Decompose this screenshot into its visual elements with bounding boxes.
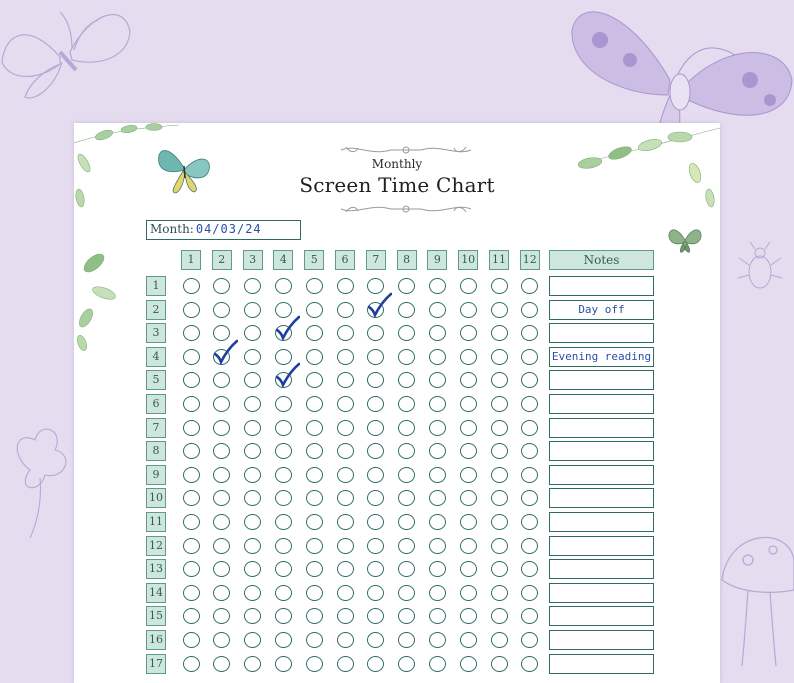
note-field-row-6[interactable] xyxy=(549,394,654,414)
column-header-10: 10 xyxy=(458,250,478,270)
day-circle[interactable] xyxy=(213,467,230,483)
day-circle[interactable] xyxy=(213,561,230,577)
day-circle[interactable] xyxy=(367,467,384,483)
day-circle[interactable] xyxy=(398,325,415,341)
row-header-13: 13 xyxy=(146,559,166,579)
note-field-row-13[interactable] xyxy=(549,559,654,579)
day-circle[interactable] xyxy=(521,325,538,341)
day-circle[interactable] xyxy=(306,278,323,294)
row-header-4: 4 xyxy=(146,347,166,367)
day-circle[interactable] xyxy=(429,278,446,294)
day-circle[interactable] xyxy=(183,656,200,672)
day-circle[interactable] xyxy=(306,514,323,530)
day-circle[interactable] xyxy=(244,278,261,294)
day-circle[interactable] xyxy=(275,420,292,436)
day-circle[interactable] xyxy=(460,656,477,672)
day-circle[interactable] xyxy=(398,443,415,459)
day-circle[interactable] xyxy=(244,467,261,483)
day-circle[interactable] xyxy=(183,443,200,459)
row-header-7: 7 xyxy=(146,418,166,438)
leaf-branch-left xyxy=(74,243,119,353)
day-circle[interactable] xyxy=(337,561,354,577)
day-circle[interactable] xyxy=(491,325,508,341)
day-circle[interactable] xyxy=(337,372,354,388)
day-circle[interactable] xyxy=(337,467,354,483)
day-circle[interactable] xyxy=(183,396,200,412)
day-circle[interactable] xyxy=(521,490,538,506)
day-circle[interactable] xyxy=(337,349,354,365)
day-circle[interactable] xyxy=(213,278,230,294)
day-circle[interactable] xyxy=(306,325,323,341)
day-circle[interactable] xyxy=(183,632,200,648)
day-circle[interactable] xyxy=(398,514,415,530)
day-circle[interactable] xyxy=(213,656,230,672)
column-header-9: 9 xyxy=(427,250,447,270)
day-circle[interactable] xyxy=(275,514,292,530)
day-circle[interactable] xyxy=(491,608,508,624)
day-circle[interactable] xyxy=(367,514,384,530)
day-circle[interactable] xyxy=(213,396,230,412)
day-circle[interactable] xyxy=(398,656,415,672)
day-circle[interactable] xyxy=(398,632,415,648)
day-circle[interactable] xyxy=(367,372,384,388)
day-circle[interactable] xyxy=(398,349,415,365)
day-circle[interactable] xyxy=(398,490,415,506)
day-circle[interactable] xyxy=(183,514,200,530)
row-header-14: 14 xyxy=(146,583,166,603)
day-circle[interactable] xyxy=(429,585,446,601)
day-circle[interactable] xyxy=(460,538,477,554)
day-circle[interactable] xyxy=(183,585,200,601)
day-circle[interactable] xyxy=(367,420,384,436)
day-circle[interactable] xyxy=(398,561,415,577)
beetle-sketch xyxy=(735,240,785,300)
day-circle[interactable] xyxy=(306,349,323,365)
day-circle[interactable] xyxy=(460,632,477,648)
day-circle[interactable] xyxy=(491,443,508,459)
day-circle[interactable] xyxy=(367,632,384,648)
day-circle[interactable] xyxy=(398,372,415,388)
day-circle[interactable] xyxy=(306,490,323,506)
day-circle[interactable] xyxy=(521,420,538,436)
day-circle[interactable] xyxy=(429,467,446,483)
checkmark-icon xyxy=(212,339,238,365)
month-label: Month: xyxy=(150,222,194,236)
day-circle[interactable] xyxy=(491,372,508,388)
note-field-row-9[interactable] xyxy=(549,465,654,485)
day-circle[interactable] xyxy=(460,490,477,506)
day-circle[interactable] xyxy=(429,561,446,577)
day-circle[interactable] xyxy=(275,538,292,554)
day-circle[interactable] xyxy=(275,608,292,624)
row-header-5: 5 xyxy=(146,370,166,390)
mushroom-sketch xyxy=(718,520,794,666)
month-field[interactable] xyxy=(146,220,301,240)
day-circle[interactable] xyxy=(306,632,323,648)
day-circle[interactable] xyxy=(183,302,200,318)
month-value: 04/03/24 xyxy=(195,222,262,236)
bottom-ornament xyxy=(336,202,476,216)
note-field-row-14[interactable] xyxy=(549,583,654,603)
checkmark-icon xyxy=(274,362,300,388)
day-circle[interactable] xyxy=(244,443,261,459)
day-circle[interactable] xyxy=(183,349,200,365)
column-header-3: 3 xyxy=(243,250,263,270)
column-header-11: 11 xyxy=(489,250,509,270)
day-circle[interactable] xyxy=(275,443,292,459)
day-circle[interactable] xyxy=(244,372,261,388)
day-circle[interactable] xyxy=(183,608,200,624)
day-circle[interactable] xyxy=(367,538,384,554)
column-header-8: 8 xyxy=(397,250,417,270)
day-circle[interactable] xyxy=(275,467,292,483)
day-circle[interactable] xyxy=(337,420,354,436)
day-circle[interactable] xyxy=(521,608,538,624)
day-circle[interactable] xyxy=(213,585,230,601)
day-circle[interactable] xyxy=(429,656,446,672)
day-circle[interactable] xyxy=(491,349,508,365)
day-circle[interactable] xyxy=(429,302,446,318)
day-circle[interactable] xyxy=(306,538,323,554)
day-circle[interactable] xyxy=(429,372,446,388)
note-field-row-7[interactable] xyxy=(549,418,654,438)
chart-sheet xyxy=(74,123,720,683)
day-circle[interactable] xyxy=(398,608,415,624)
day-circle[interactable] xyxy=(275,656,292,672)
day-circle[interactable] xyxy=(398,302,415,318)
day-circle[interactable] xyxy=(491,467,508,483)
day-circle[interactable] xyxy=(521,538,538,554)
day-circle[interactable] xyxy=(521,467,538,483)
row-header-9: 9 xyxy=(146,465,166,485)
day-circle[interactable] xyxy=(306,420,323,436)
day-circle[interactable] xyxy=(367,325,384,341)
day-circle[interactable] xyxy=(244,585,261,601)
note-field-row-5[interactable] xyxy=(549,370,654,390)
day-circle[interactable] xyxy=(244,632,261,648)
day-circle[interactable] xyxy=(306,396,323,412)
day-circle[interactable] xyxy=(521,443,538,459)
day-circle[interactable] xyxy=(460,349,477,365)
day-circle[interactable] xyxy=(244,325,261,341)
day-circle[interactable] xyxy=(491,632,508,648)
day-circle[interactable] xyxy=(337,514,354,530)
day-circle[interactable] xyxy=(183,372,200,388)
day-circle[interactable] xyxy=(213,302,230,318)
day-circle[interactable] xyxy=(521,632,538,648)
day-circle[interactable] xyxy=(367,349,384,365)
day-circle[interactable] xyxy=(337,490,354,506)
day-circle[interactable] xyxy=(460,420,477,436)
day-circle[interactable] xyxy=(460,325,477,341)
day-circle[interactable] xyxy=(183,561,200,577)
day-circle[interactable] xyxy=(398,396,415,412)
day-circle[interactable] xyxy=(213,372,230,388)
day-circle[interactable] xyxy=(213,608,230,624)
note-field-row-15[interactable] xyxy=(549,606,654,626)
column-header-5: 5 xyxy=(304,250,324,270)
column-header-12: 12 xyxy=(520,250,540,270)
moth-sketch-left xyxy=(0,2,140,112)
note-field-row-8[interactable] xyxy=(549,441,654,461)
day-circle[interactable] xyxy=(398,538,415,554)
day-circle[interactable] xyxy=(337,585,354,601)
day-circle[interactable] xyxy=(398,585,415,601)
day-circle[interactable] xyxy=(213,538,230,554)
day-circle[interactable] xyxy=(491,561,508,577)
day-circle[interactable] xyxy=(398,420,415,436)
day-circle[interactable] xyxy=(521,585,538,601)
day-circle[interactable] xyxy=(337,538,354,554)
column-header-7: 7 xyxy=(366,250,386,270)
day-circle[interactable] xyxy=(460,372,477,388)
row-header-16: 16 xyxy=(146,630,166,650)
column-header-4: 4 xyxy=(273,250,293,270)
day-circle[interactable] xyxy=(491,585,508,601)
day-circle[interactable] xyxy=(337,656,354,672)
column-header-2: 2 xyxy=(212,250,232,270)
day-circle[interactable] xyxy=(183,490,200,506)
day-circle[interactable] xyxy=(337,325,354,341)
day-circle[interactable] xyxy=(460,585,477,601)
note-field-row-3[interactable] xyxy=(549,323,654,343)
day-circle[interactable] xyxy=(460,467,477,483)
day-circle[interactable] xyxy=(337,278,354,294)
day-circle[interactable] xyxy=(367,585,384,601)
checkmark-icon xyxy=(274,315,300,341)
row-header-10: 10 xyxy=(146,488,166,508)
day-circle[interactable] xyxy=(213,490,230,506)
day-circle[interactable] xyxy=(275,632,292,648)
day-circle[interactable] xyxy=(429,420,446,436)
day-circle[interactable] xyxy=(521,656,538,672)
row-header-11: 11 xyxy=(146,512,166,532)
day-circle[interactable] xyxy=(521,561,538,577)
day-circle[interactable] xyxy=(367,656,384,672)
day-circle[interactable] xyxy=(244,396,261,412)
day-circle[interactable] xyxy=(183,420,200,436)
notes-header: Notes xyxy=(549,250,654,270)
day-circle[interactable] xyxy=(398,467,415,483)
note-field-row-12[interactable] xyxy=(549,536,654,556)
note-field-row-2[interactable]: Day off xyxy=(549,300,654,320)
day-circle[interactable] xyxy=(521,514,538,530)
column-header-6: 6 xyxy=(335,250,355,270)
row-header-12: 12 xyxy=(146,536,166,556)
row-header-3: 3 xyxy=(146,323,166,343)
day-circle[interactable] xyxy=(337,443,354,459)
chart-title: Screen Time Chart xyxy=(299,173,495,197)
day-circle[interactable] xyxy=(306,372,323,388)
day-circle[interactable] xyxy=(306,302,323,318)
day-circle[interactable] xyxy=(244,561,261,577)
day-circle[interactable] xyxy=(213,443,230,459)
day-circle[interactable] xyxy=(429,396,446,412)
day-circle[interactable] xyxy=(244,420,261,436)
day-circle[interactable] xyxy=(367,396,384,412)
row-header-8: 8 xyxy=(146,441,166,461)
day-circle[interactable] xyxy=(244,490,261,506)
day-circle[interactable] xyxy=(460,561,477,577)
row-header-1: 1 xyxy=(146,276,166,296)
day-circle[interactable] xyxy=(367,561,384,577)
day-circle[interactable] xyxy=(491,514,508,530)
day-circle[interactable] xyxy=(460,278,477,294)
day-circle[interactable] xyxy=(429,490,446,506)
note-field-row-10[interactable] xyxy=(549,488,654,508)
top-ornament xyxy=(336,143,476,157)
day-circle[interactable] xyxy=(429,349,446,365)
column-header-1: 1 xyxy=(181,250,201,270)
day-circle[interactable] xyxy=(398,278,415,294)
day-circle[interactable] xyxy=(306,656,323,672)
day-circle[interactable] xyxy=(244,349,261,365)
day-circle[interactable] xyxy=(183,538,200,554)
day-circle[interactable] xyxy=(337,608,354,624)
day-circle[interactable] xyxy=(429,538,446,554)
day-circle[interactable] xyxy=(460,396,477,412)
day-circle[interactable] xyxy=(275,396,292,412)
day-circle[interactable] xyxy=(521,278,538,294)
day-circle[interactable] xyxy=(367,490,384,506)
day-circle[interactable] xyxy=(244,608,261,624)
chart-subtitle: Monthly xyxy=(371,157,423,171)
day-circle[interactable] xyxy=(429,608,446,624)
day-circle[interactable] xyxy=(337,302,354,318)
note-field-row-1[interactable] xyxy=(549,276,654,296)
day-circle[interactable] xyxy=(183,278,200,294)
note-field-row-17[interactable] xyxy=(549,654,654,674)
note-field-row-11[interactable] xyxy=(549,512,654,532)
day-circle[interactable] xyxy=(491,302,508,318)
day-circle[interactable] xyxy=(491,420,508,436)
day-circle[interactable] xyxy=(521,349,538,365)
day-circle[interactable] xyxy=(337,396,354,412)
day-circle[interactable] xyxy=(429,325,446,341)
note-field-row-4[interactable]: Evening reading xyxy=(549,347,654,367)
day-circle[interactable] xyxy=(460,514,477,530)
row-header-6: 6 xyxy=(146,394,166,414)
day-circle[interactable] xyxy=(183,325,200,341)
day-circle[interactable] xyxy=(491,538,508,554)
day-circle[interactable] xyxy=(491,656,508,672)
butterfly-icon-small xyxy=(666,223,704,257)
day-circle[interactable] xyxy=(337,632,354,648)
day-circle[interactable] xyxy=(429,632,446,648)
day-circle[interactable] xyxy=(429,514,446,530)
flower-sketch xyxy=(0,400,75,540)
note-field-row-16[interactable] xyxy=(549,630,654,650)
day-circle[interactable] xyxy=(306,561,323,577)
day-circle[interactable] xyxy=(521,396,538,412)
day-circle[interactable] xyxy=(244,538,261,554)
day-circle[interactable] xyxy=(460,302,477,318)
day-circle[interactable] xyxy=(183,467,200,483)
day-circle[interactable] xyxy=(275,490,292,506)
day-circle[interactable] xyxy=(275,561,292,577)
day-circle[interactable] xyxy=(213,632,230,648)
day-circle[interactable] xyxy=(306,443,323,459)
day-circle[interactable] xyxy=(244,302,261,318)
checkmark-icon xyxy=(366,292,392,318)
day-circle[interactable] xyxy=(306,585,323,601)
day-circle[interactable] xyxy=(491,396,508,412)
row-header-2: 2 xyxy=(146,300,166,320)
day-circle[interactable] xyxy=(275,278,292,294)
day-circle[interactable] xyxy=(367,608,384,624)
day-circle[interactable] xyxy=(429,443,446,459)
day-circle[interactable] xyxy=(213,514,230,530)
day-circle[interactable] xyxy=(460,443,477,459)
row-header-15: 15 xyxy=(146,606,166,626)
day-circle[interactable] xyxy=(306,467,323,483)
day-circle[interactable] xyxy=(213,420,230,436)
day-circle[interactable] xyxy=(491,490,508,506)
day-circle[interactable] xyxy=(367,443,384,459)
day-circle[interactable] xyxy=(244,656,261,672)
day-circle[interactable] xyxy=(460,608,477,624)
day-circle[interactable] xyxy=(275,585,292,601)
day-circle[interactable] xyxy=(306,608,323,624)
day-circle[interactable] xyxy=(491,278,508,294)
day-circle[interactable] xyxy=(244,514,261,530)
day-circle[interactable] xyxy=(521,372,538,388)
row-header-17: 17 xyxy=(146,654,166,674)
day-circle[interactable] xyxy=(521,302,538,318)
